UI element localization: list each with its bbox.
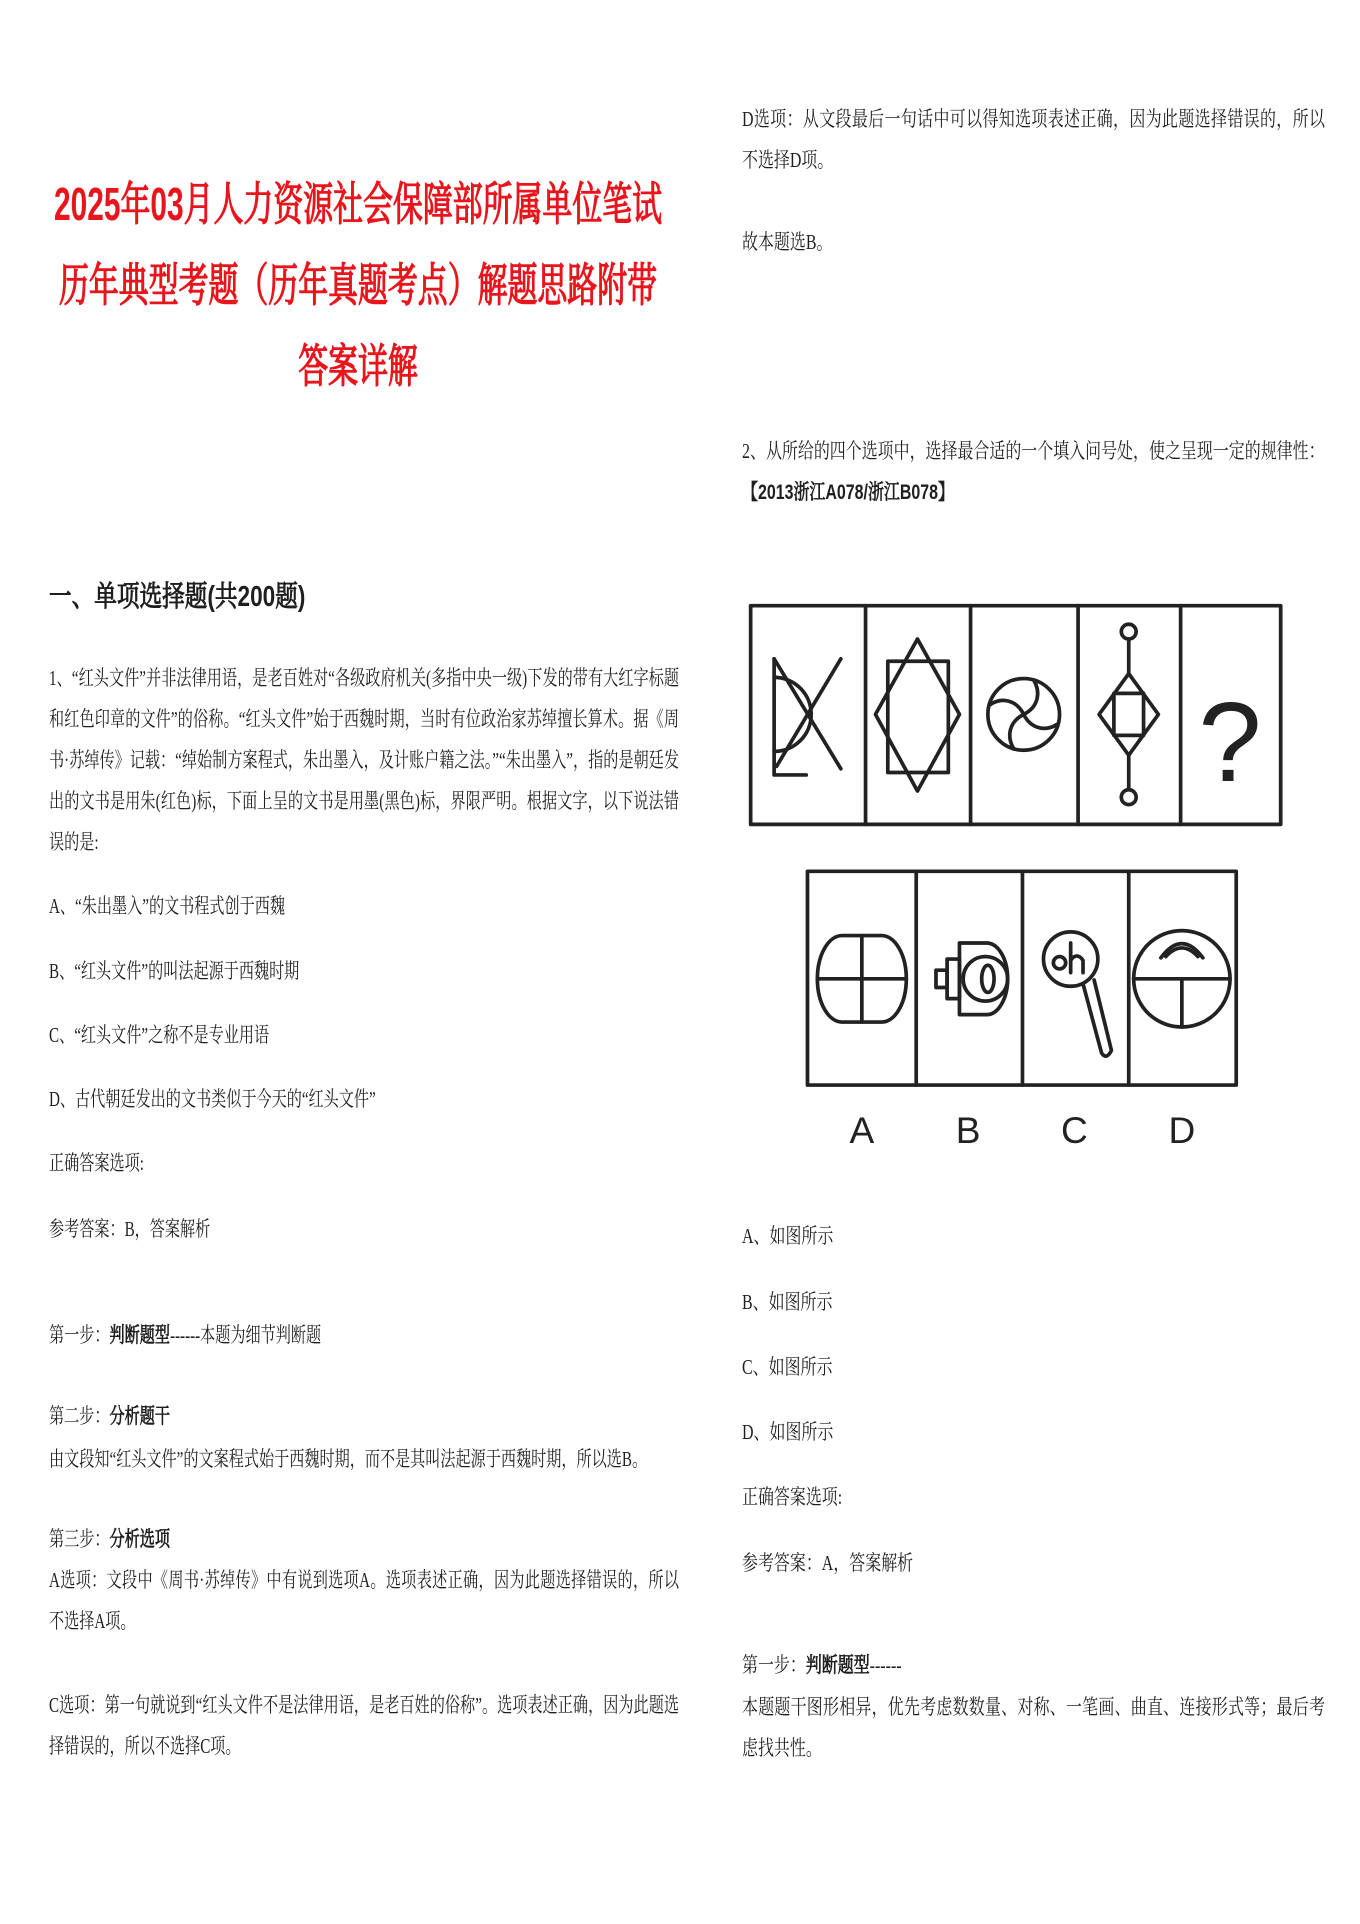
question-figure-3 [988, 679, 1060, 751]
inner-o-shape [1053, 957, 1065, 969]
step-label: 分析题干 [109, 1405, 170, 1428]
q2-reference-answer: 参考答案：A，答案解析 [742, 1551, 914, 1575]
document-title-line-1: 2025年03月人力资源社会保障部所属单位笔试 [53, 178, 663, 230]
step-block [936, 970, 947, 987]
q1-reference-answer: 参考答案：B，答案解析 [49, 1217, 211, 1241]
pinwheel-arm [990, 700, 1023, 714]
q2-figure [742, 593, 1298, 1162]
q1-stem: 1、“红头文件”并非法律用语，是老百姓对“各级政府机关(多指中央一级)下发的带有大红字标题和红色印章的文件”的俗称。“红头文件”始于西魏时期，当时有位政治家苏绰擅长算术。据《周书·苏绰传》记载：“绰始制方案程式，朱出墨入，及计账户籍之法。”“朱出墨入”，指的是朝廷发出的文书是用朱(红色)标，下面上呈的文书是用墨(黑色)标，界限严明。根据文字，以下说法错误的是: [49, 666, 679, 854]
q2-source: 【2013浙江A078/浙江B078】 [742, 481, 955, 504]
diamond [1099, 674, 1158, 756]
document-title-line-2: 历年典型考题（历年真题考点）解题思路附带 [59, 259, 657, 311]
option-label-c: C [1060, 1109, 1088, 1152]
question-figure-4 [1099, 624, 1158, 804]
option-figure-a [817, 936, 906, 1022]
q1-analysis-option-c: C选项：第一句就说到“红头文件不是法律用语，是老百姓的俗称”。选项表述正确，因为此题选择错误的，所以不选择C项。 [49, 1693, 679, 1758]
step-prefix: 第二步： [49, 1404, 110, 1428]
option-figure-c [1043, 932, 1111, 1056]
q2-step-1 [742, 1645, 1325, 1686]
step-suffix: ------本题为细节判断题 [169, 1323, 322, 1347]
step-label: 判断题型 [805, 1654, 870, 1677]
inner-square [1114, 693, 1144, 735]
q1-step-1 [49, 1315, 679, 1356]
pinwheel-arm [1024, 680, 1038, 715]
q2-stem: 2、从所给的四个选项中，选择最合适的一个填入问号处，使之呈现一定的规律性： [742, 439, 1325, 463]
question-figure-2 [875, 639, 959, 791]
step-prefix: 第一步： [742, 1653, 806, 1677]
q1-step-2-body: 由文段知“红头文件”的文案程式始于西魏时期，而不是其叫法起源于西魏时期，所以选B。 [49, 1447, 648, 1471]
magnifier-handle [1083, 980, 1111, 1056]
step-prefix: 第三步： [49, 1527, 110, 1551]
option-label-b: B [955, 1109, 981, 1152]
q2-option-a: A、如图所示 [742, 1224, 834, 1248]
option-label-a: A [849, 1109, 875, 1152]
q1-answer-label: 正确答案选项: [49, 1151, 144, 1175]
q1-option-b: B、“红头文件”的叫法起源于西魏时期 [49, 959, 300, 983]
pinwheel-arm [1024, 714, 1057, 728]
document-title-line-3: 答案详解 [298, 340, 418, 392]
inner-h-shape [1071, 943, 1083, 973]
t-lines [1134, 979, 1230, 1027]
q2-answer-label: 正确答案选项: [742, 1485, 843, 1509]
q1-conclusion: 故本题选B。 [742, 230, 833, 254]
q1-option-d: D、古代朝廷发出的文书类似于今天的“红头文件” [49, 1087, 376, 1111]
q1-option-c: C、“红头文件”之称不是专业用语 [49, 1023, 270, 1047]
cross-lines [817, 936, 906, 1022]
step-suffix: ------ [869, 1653, 902, 1677]
pinwheel-arm [1010, 714, 1024, 749]
step-label: 判断题型 [109, 1324, 170, 1347]
small-circle [1121, 790, 1136, 805]
q1-option-a: A、“朱出墨入”的文书程式创于西魏 [49, 894, 286, 918]
q2-option-d: D、如图所示 [742, 1420, 834, 1444]
small-circle [1121, 624, 1136, 639]
step-prefix: 第一步： [49, 1323, 110, 1347]
q1-step-3-heading [49, 1519, 679, 1560]
document-title [49, 164, 679, 407]
q2-step-1-body: 本题题干图形相异，优先考虑数数量、对称、一笔画、曲直、连接形式等；最后考虑找共性。 [742, 1695, 1325, 1760]
q1-analysis-option-d: D选项：从文段最后一句话中可以得知选项表述正确，因为此题选择错误的，所以不选择D项。 [742, 107, 1325, 172]
q1-analysis-option-a: A选项：文段中《周书·苏绰传》中有说到选项A。选项表述正确，因为此题选择错误的，所以不选择A项。 [49, 1568, 679, 1633]
option-figure-b [936, 943, 1008, 1015]
lens-ellipse [982, 965, 994, 992]
step-label: 分析选项 [109, 1528, 170, 1551]
option-figure-d [1134, 931, 1230, 1027]
question-figure-1 [774, 659, 841, 775]
question-mark: ? [1198, 679, 1262, 807]
option-label-d: D [1168, 1109, 1196, 1152]
q2-option-b: B、如图所示 [742, 1290, 833, 1314]
lens-circle [963, 957, 1007, 1001]
q1-step-2-heading [49, 1396, 679, 1437]
q2-option-c: C、如图所示 [742, 1355, 833, 1379]
section-heading: 一、单项选择题(共200题) [49, 581, 306, 613]
